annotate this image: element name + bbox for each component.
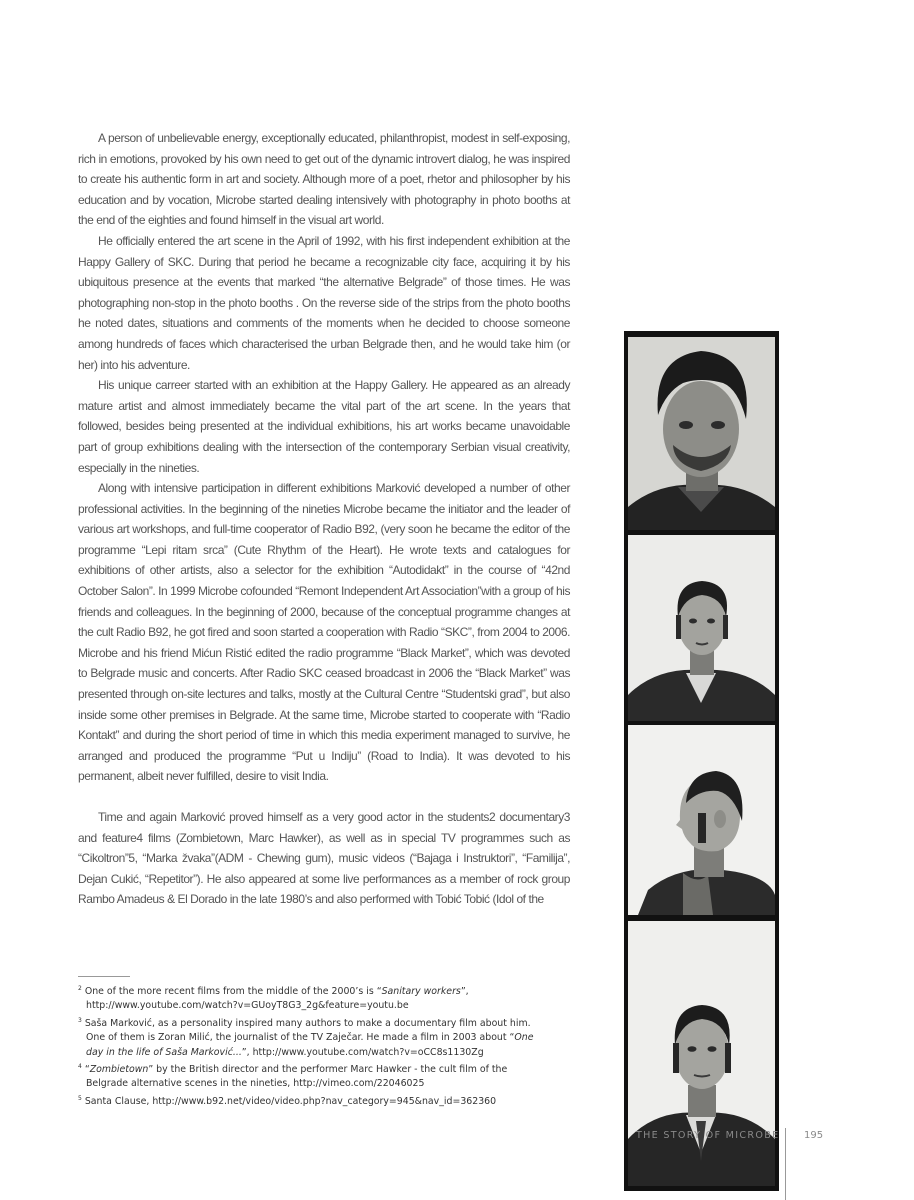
- footnote-text: “: [84, 1064, 90, 1076]
- paragraph-5: Time and again Marković proved himself as a very good actor in the students2 documentary3 and feature4 films (Zombietown, Marc Hawker), as well as in special TV programmes such as “Cikoltron”5, “Marka žvaka”(ADM - Chewing gum), music videos (“Bajaga i Instruktori”, “Familija”, Dejan Cukić, “Repetitor”). He also appeared at some live performances as a member of rock group Rambo Amadeus & El Dorado in the late 1980’s and also performed with Tobić Tobić (Idol of the: [78, 810, 570, 907]
- footnote-text: Saša Marković, as a personality inspired many authors to make a documentary film about him. One of them is Zoran Milić, the journalist of the TV Zaječar. He made a film in 2003 about “: [84, 1017, 531, 1044]
- footnote-text: One of the more recent films from the middle of the 2000’s is “: [84, 986, 382, 997]
- portrait-photo-4: [628, 921, 775, 1186]
- footnote-4: [78, 1060, 548, 1092]
- footnote-2: [78, 982, 548, 1014]
- footnote-link[interactable]: ”, http://www.youtube.com/watch?v=oCC8s1130Zg: [241, 1046, 484, 1058]
- footnote-divider: [78, 976, 130, 977]
- portrait-photo-1: [628, 337, 775, 530]
- footnote-number: 2: [78, 985, 82, 992]
- portrait-photo-2: [628, 535, 775, 721]
- portrait-photo-3: [628, 725, 775, 915]
- paragraph-4: Along with intensive participation in different exhibitions Marković developed a number of other professional activities. In the beginning of the nineties Microbe became the initiator and the leader of various art workshops, and full-time cooperator of Radio B92, (very soon he became the editor of the programme “Lepi ritam srca” (Cute Rhythm of the Heart). He wrote texts and catalogues for exhibitions of other artists, also a selector for the exhibition “Autodidakt” in the course of “42nd October Salon”. In 1999 Microbe cofounded “Remont Independent Art Association”with a group of his friends and colleagues. In the beginning of 2000, because of the conceptual programme changes at the cult Radio B92, he got fired and soon started a cooperation with Radio “SKC”, from 2004 to 2006. Microbe and his friend Mićun Ristić edited the radio programme “Black Market”, which was devoted to Belgrade music and concerts. After Radio SKC ceased broadcast in 2006 the “Black Market” was presented through on-site lectures and talks, mostly at the Cultural Centre “Studentski grad”, but also inside some other premises in Belgrade. At the same time, Microbe started to cooperate with “Radio Kontakt” and during the short period of time in which this media experiment managed to survive, he arranged and produced the programme “Put u Indiju” (Road to India). It was devoted to his permanent, albeit never fulfilled, desire to visit India.: [78, 481, 571, 784]
- footnote-link[interactable]: Santa Clause, http://www.b92.net/video/video.php?nav_category=945&nav_id=362360: [84, 1095, 497, 1107]
- photo-frame-4: [628, 921, 775, 1186]
- footnote-link[interactable]: ” by the British director and the performer Marc Hawker - the cult film of the Belgrade alternative scenes in the nineties, http://vimeo.com/22046025: [86, 1064, 508, 1090]
- footnote-5: [78, 1092, 548, 1109]
- footnote-link[interactable]: ”, http://www.youtube.com/watch?v=GUoyT8G3_2g&feature=youtu.be: [86, 986, 469, 1012]
- footnote-title: Sanitary workers: [381, 986, 461, 997]
- running-head: THE STORY OF MICROBE: [636, 1130, 780, 1141]
- photo-frame-2: [628, 535, 775, 721]
- footnote-number: 4: [78, 1063, 82, 1071]
- footnote-3: [78, 1014, 548, 1060]
- footnote-title: Zombietown: [89, 1064, 149, 1076]
- page-number: 195: [804, 1130, 824, 1141]
- footnotes: [78, 982, 548, 1109]
- footnote-number: 3: [78, 1016, 82, 1024]
- photo-frame-1: [628, 337, 775, 530]
- running-head-divider: [785, 1128, 786, 1200]
- paragraph-2: He officially entered the art scene in the April of 1992, with his first independent exhibition at the Happy Gallery of SKC. During that period he became a recognizable city face, acquiring it by his ubiquitous presence at the events that marked “the alternative Belgrade” of those times. He was photographing non-stop in the photo booths . On the reverse side of the strips from the photo booths he noted dates, situations and comments of the moments when he decided to choose someone among hundreds of faces which characterised the urban Belgrade then, and he would take him (or her) into his adventure.: [78, 233, 570, 372]
- footnote-number: 5: [78, 1094, 82, 1102]
- paragraph-3: His unique carreer started with an exhibition at the Happy Gallery. He appeared as an already mature artist and almost immediately became the vital part of the art scene. In the years that followed, besides being presented at the individual exhibitions, his art works became unavoidable part of group exhibitions dealing with the intersection of the contemporary Serbian visual creativity, especially in the nineties.: [78, 378, 570, 475]
- photo-booth-strip: [624, 331, 779, 1191]
- paragraph-1: A person of unbelievable energy, exceptionally educated, philanthropist, modest in self-exposing, rich in emotions, provoked by his own need to get out of the dynamic introvert dialog, he was inspired to create his authentic form in art and society. Although more of a poet, rhetor and philosopher by his education and by vocation, Microbe started dealing intensively with photography in photo booths at the end of the eighties and found himself in the visual art world.: [78, 131, 570, 228]
- footnote-title: One day in the life of Saša Marković...: [86, 1032, 534, 1058]
- photo-frame-3: [628, 725, 775, 915]
- body-text: [78, 128, 570, 910]
